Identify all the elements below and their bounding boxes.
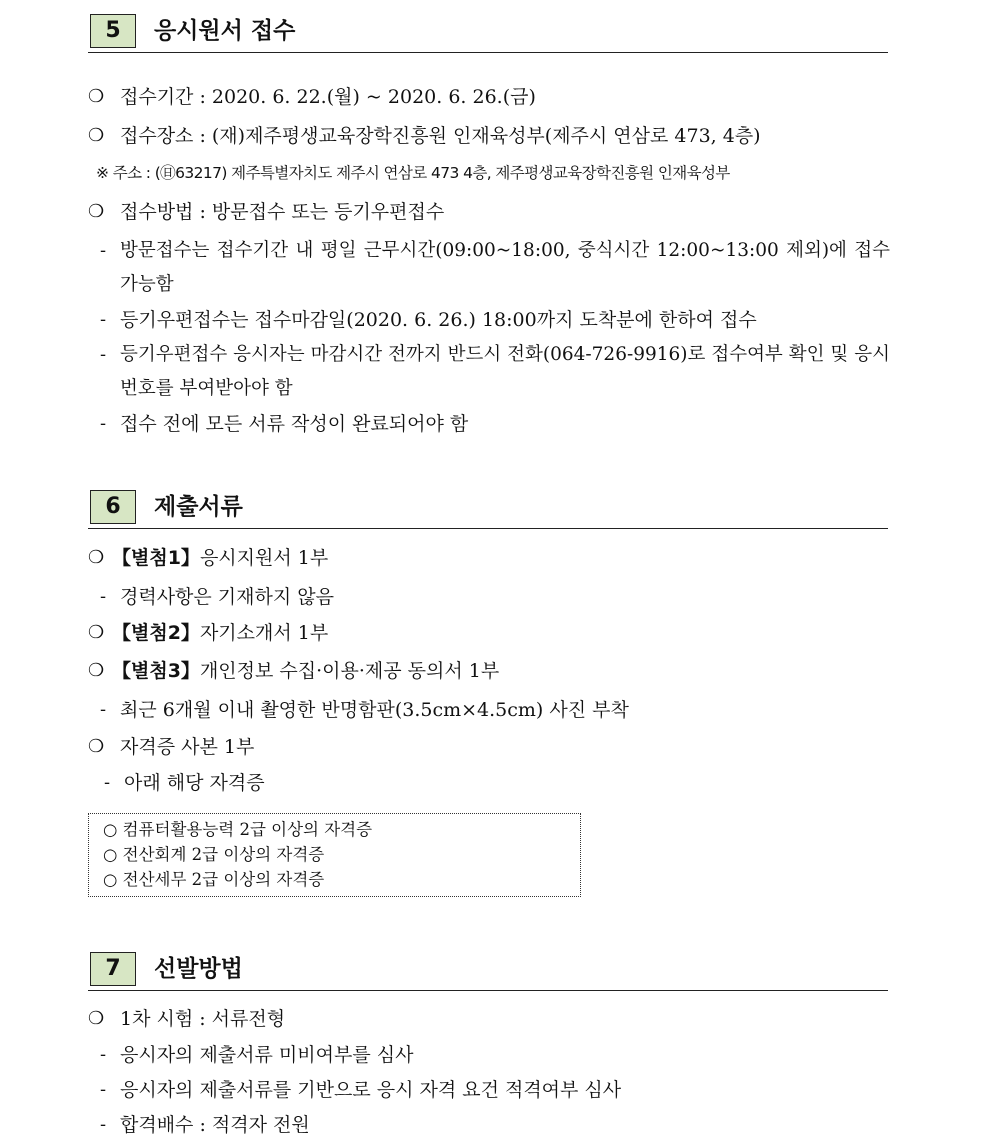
- doc-item-3: [112, 658, 499, 684]
- certificate-item: ○ 컴퓨터활용능력 2급 이상의 자격증: [103, 820, 373, 839]
- certificate-item: ○ 전산세무 2급 이상의 자격증: [103, 870, 325, 889]
- section-6-header: [88, 488, 888, 529]
- dash-marker: -: [100, 1044, 107, 1065]
- selection-detail-3: 합격배수 : 적격자 전원: [120, 1114, 310, 1136]
- section-title: 제출서류: [154, 494, 243, 520]
- section-number: 6: [90, 490, 136, 524]
- doc-item-text: 응시지원서 1부: [199, 547, 329, 569]
- mail-deadline-note: 등기우편접수는 접수마감일(2020. 6. 26.) 18:00까지 도착분에 한하여 접수: [120, 309, 757, 331]
- reception-method: 접수방법 : 방문접수 또는 등기우편접수: [120, 201, 445, 223]
- bullet-marker: ❍: [88, 736, 105, 757]
- dash-marker: -: [100, 309, 107, 330]
- mail-confirm-note: 등기우편접수 응시자는 마감시간 전까지 반드시 전화(064-726-9916)로 접수여부 확인 및 응시번호를 부여받아야 함: [120, 344, 890, 399]
- attachment-tag: 【별첨3】: [112, 660, 200, 682]
- doc-item-4: 자격증 사본 1부: [120, 736, 255, 758]
- selection-detail-2: 응시자의 제출서류를 기반으로 응시 자격 요건 적격여부 심사: [120, 1079, 622, 1101]
- attachment-tag: 【별첨1】: [112, 547, 200, 569]
- dash-marker: -: [104, 772, 111, 793]
- doc-item-1-detail: 경력사항은 기재하지 않음: [120, 586, 334, 608]
- doc-item-1: [112, 545, 328, 571]
- dash-marker: -: [100, 586, 107, 607]
- section-5-header: [88, 12, 888, 53]
- dash-marker: -: [100, 1079, 107, 1100]
- bullet-marker: ❍: [88, 1008, 105, 1029]
- address-note: ※ 주소 : (㊐63217) 제주특별자치도 제주시 연삼로 473 4층, 제주평생교육장학진흥원 인재육성부: [96, 164, 730, 182]
- attachment-tag: 【별첨2】: [112, 622, 200, 644]
- doc-item-text: 자기소개서 1부: [199, 622, 329, 644]
- doc-item-3-detail: 최근 6개월 이내 촬영한 반명함판(3.5cm×4.5cm) 사진 부착: [120, 699, 629, 721]
- certificate-list-box: [88, 813, 581, 897]
- dash-marker: -: [100, 413, 107, 434]
- doc-item-2: [112, 620, 328, 646]
- dash-marker: -: [100, 1114, 107, 1135]
- section-number: 5: [90, 14, 136, 48]
- dash-marker: -: [100, 240, 107, 261]
- certificate-item: ○ 전산회계 2급 이상의 자격증: [103, 845, 325, 864]
- dash-marker: -: [100, 699, 107, 720]
- bullet-marker: ❍: [88, 86, 105, 107]
- section-title: 응시원서 접수: [154, 18, 296, 44]
- doc-item-4-detail: 아래 해당 자격증: [124, 772, 265, 794]
- doc-item-text: 개인정보 수집·이용·제공 동의서 1부: [199, 660, 500, 682]
- reception-place: 접수장소 : (재)제주평생교육장학진흥원 인재육성부(제주시 연삼로 473, 4층): [120, 125, 761, 147]
- section-number: 7: [90, 952, 136, 986]
- bullet-marker: ❍: [88, 547, 105, 568]
- bullet-marker: ❍: [88, 622, 105, 643]
- bullet-marker: ❍: [88, 660, 105, 681]
- bullet-marker: ❍: [88, 201, 105, 222]
- section-title: 선발방법: [154, 956, 243, 982]
- dash-marker: -: [100, 344, 107, 365]
- section-7-header: [88, 950, 888, 991]
- documents-complete-note: 접수 전에 모든 서류 작성이 완료되어야 함: [120, 413, 469, 435]
- selection-detail-1: 응시자의 제출서류 미비여부를 심사: [120, 1044, 414, 1066]
- reception-period: 접수기간 : 2020. 6. 22.(월) ~ 2020. 6. 26.(금): [120, 86, 536, 108]
- bullet-marker: ❍: [88, 125, 105, 146]
- selection-stage-1: 1차 시험 : 서류전형: [120, 1008, 286, 1030]
- visit-reception-note: 방문접수는 접수기간 내 평일 근무시간(09:00~18:00, 중식시간 12:00~13:00 제외)에 접수 가능함: [120, 240, 890, 295]
